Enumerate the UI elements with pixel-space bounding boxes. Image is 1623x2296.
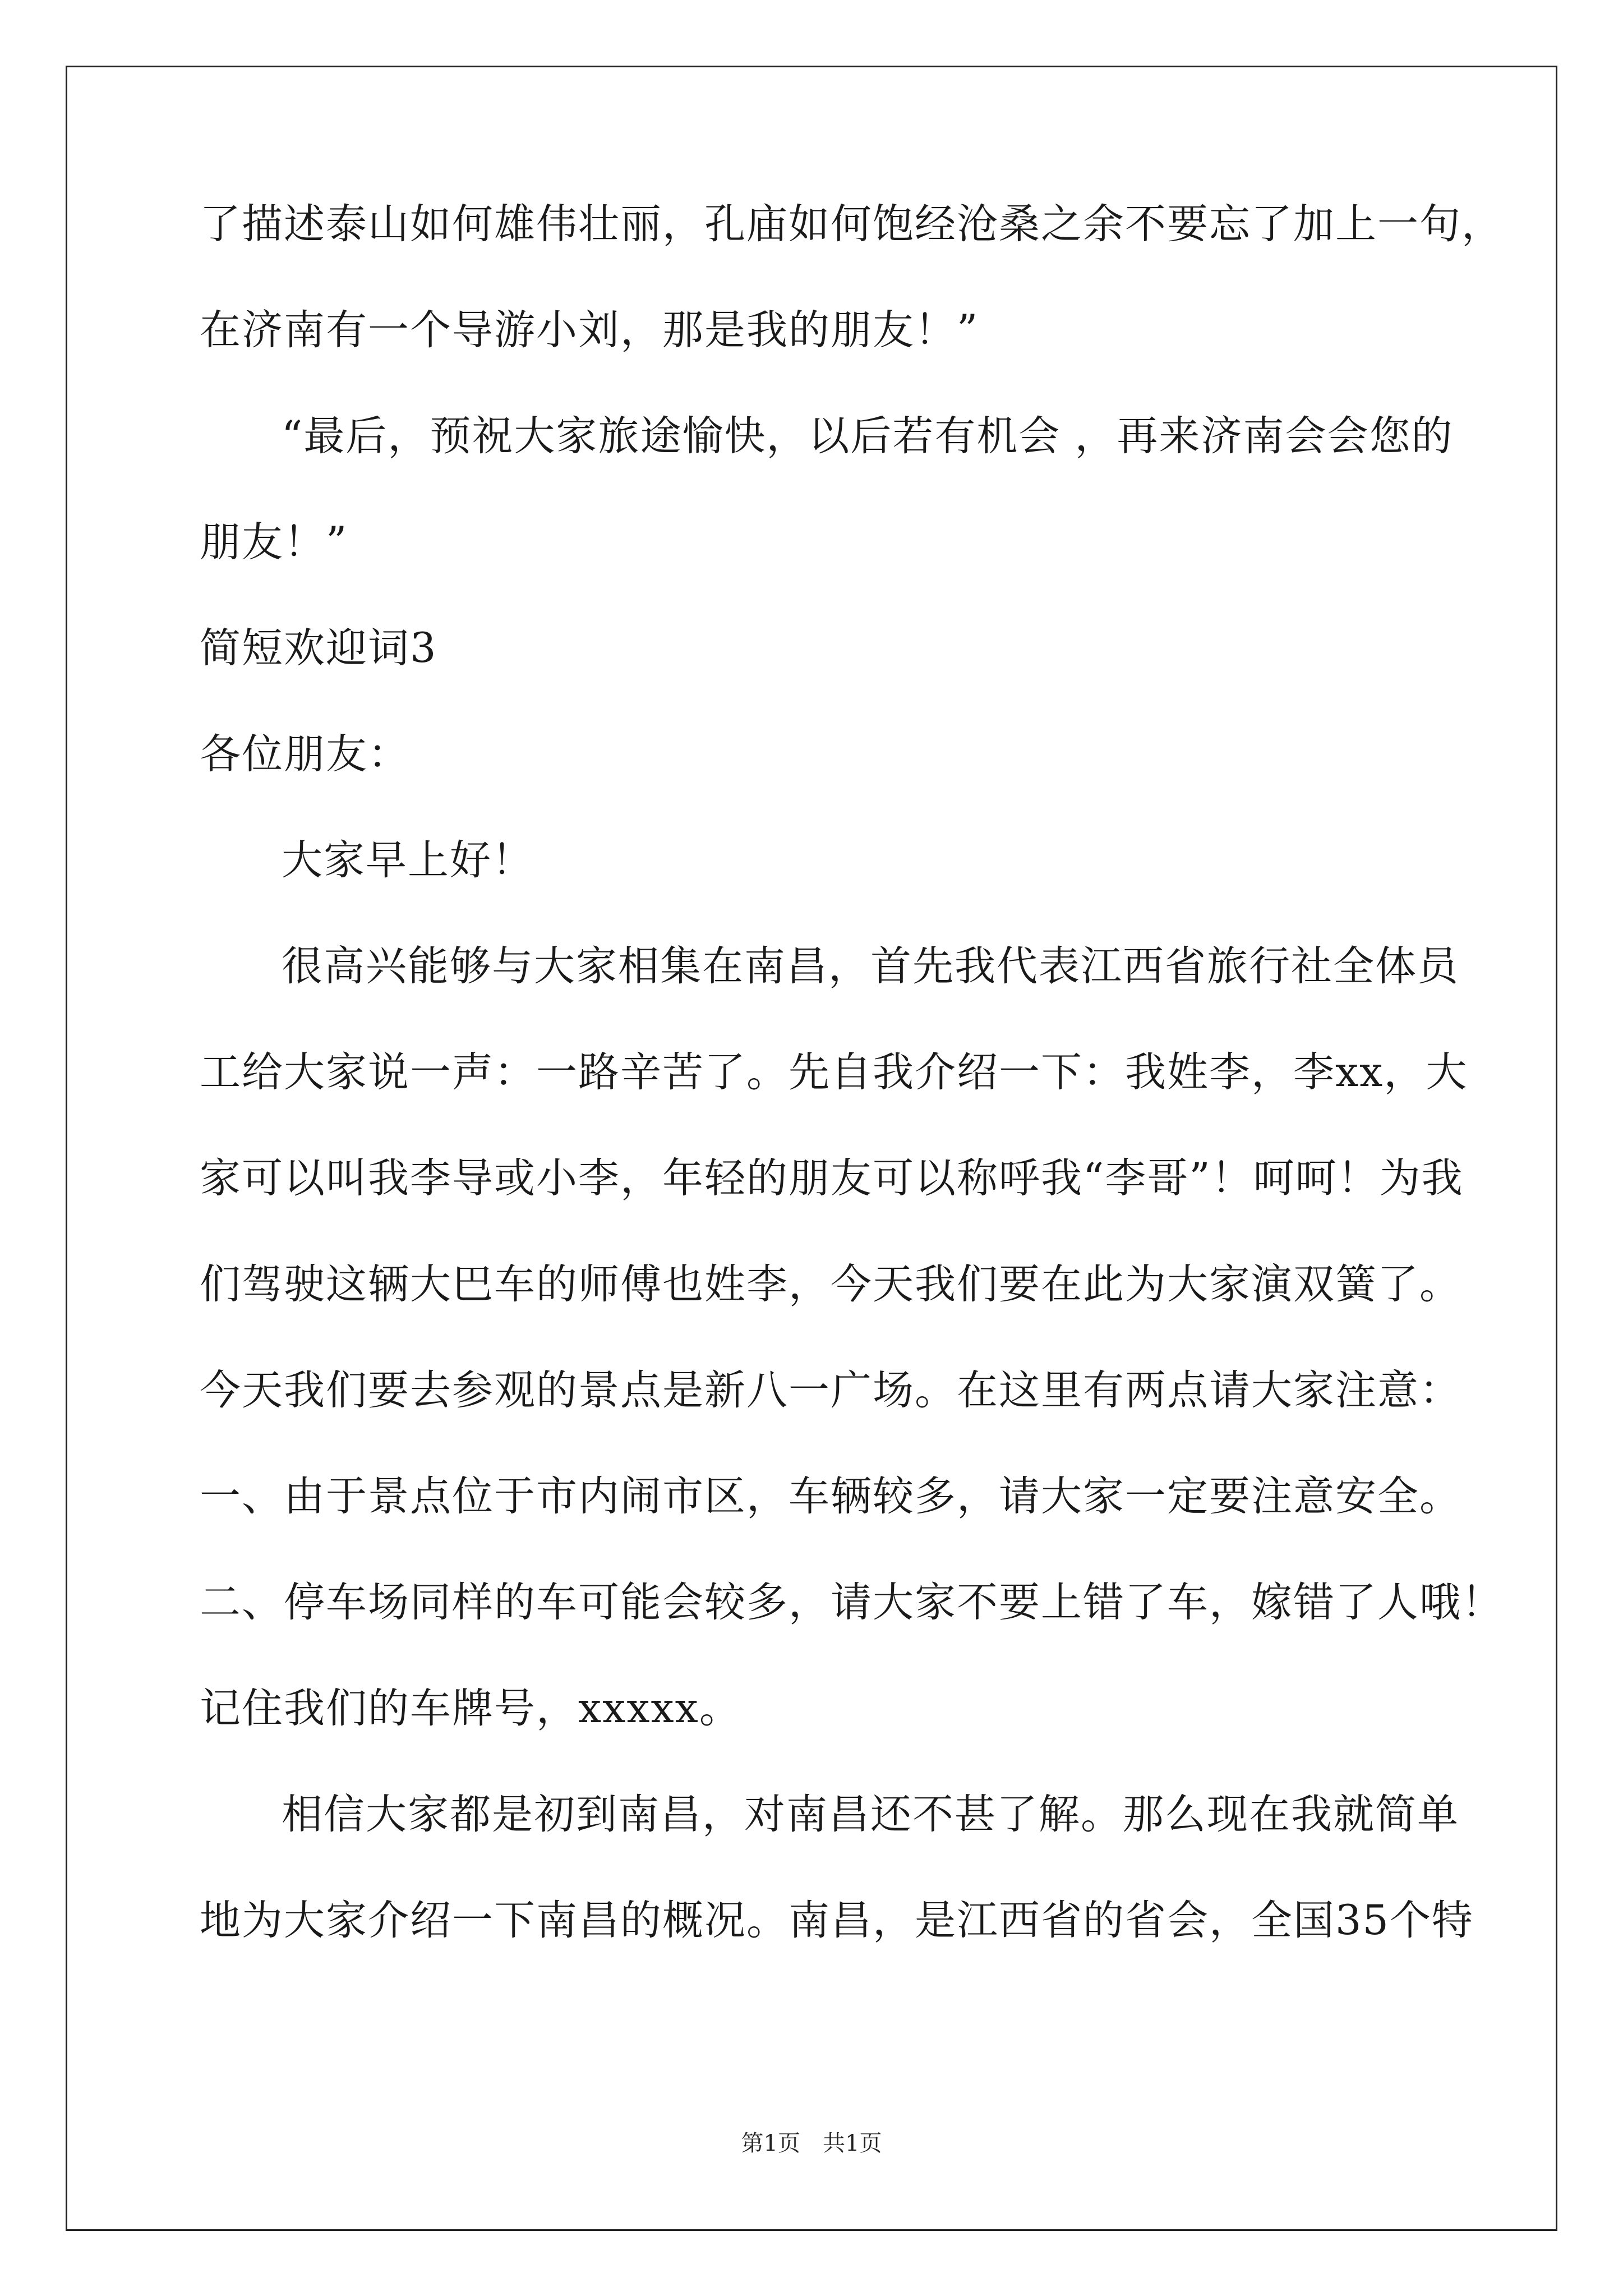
page-number-footer: 第1页 共1页 bbox=[741, 2131, 882, 2156]
paragraph-start: “最后，预祝大家旅途愉快，以后若有机会 ，再来济南会会您的 bbox=[282, 412, 1454, 460]
text-line: 二、停车场同样的车可能会较多，请大家不要上错了车，嫁错了人哦！ bbox=[200, 1579, 1504, 1626]
text-line: 们驾驶这辆大巴车的师傅也姓李，今天我们要在此为大家演双簧了。 bbox=[200, 1260, 1461, 1308]
paragraph-start: 很高兴能够与大家相集在南昌，首先我代表江西省旅行社全体员 bbox=[282, 942, 1459, 990]
text-line: 地为大家介绍一下南昌的概况。南昌，是江西省的省会，全国35个特 bbox=[200, 1897, 1474, 1944]
text-line: 记住我们的车牌号，xxxxx。 bbox=[200, 1685, 741, 1732]
text-line: 家可以叫我李导或小李，年轻的朋友可以称呼我“李哥”！呵呵！为我 bbox=[200, 1154, 1464, 1202]
paragraph-start: 相信大家都是初到南昌，对南昌还不甚了解。那么现在我就简单 bbox=[282, 1791, 1459, 1838]
text-line: 朋友！” bbox=[200, 518, 348, 566]
document-body bbox=[200, 200, 1504, 2004]
text-line: 工给大家说一声：一路辛苦了。先自我介绍一下：我姓李，李xx，大 bbox=[200, 1048, 1468, 1096]
text-line: 了描述泰山如何雄伟壮丽，孔庙如何饱经沧桑之余不要忘了加上一句， bbox=[200, 200, 1504, 248]
greeting: 大家早上好！ bbox=[282, 836, 534, 884]
text-line: 今天我们要去参观的景点是新八一广场。在这里有两点请大家注意： bbox=[200, 1366, 1461, 1414]
section-heading: 简短欢迎词3 bbox=[200, 624, 437, 672]
text-line: 一、由于景点位于市内闹市区，车辆较多，请大家一定要注意安全。 bbox=[200, 1473, 1461, 1520]
salutation: 各位朋友： bbox=[200, 730, 410, 778]
text-line: 在济南有一个导游小刘，那是我的朋友！” bbox=[200, 306, 979, 354]
